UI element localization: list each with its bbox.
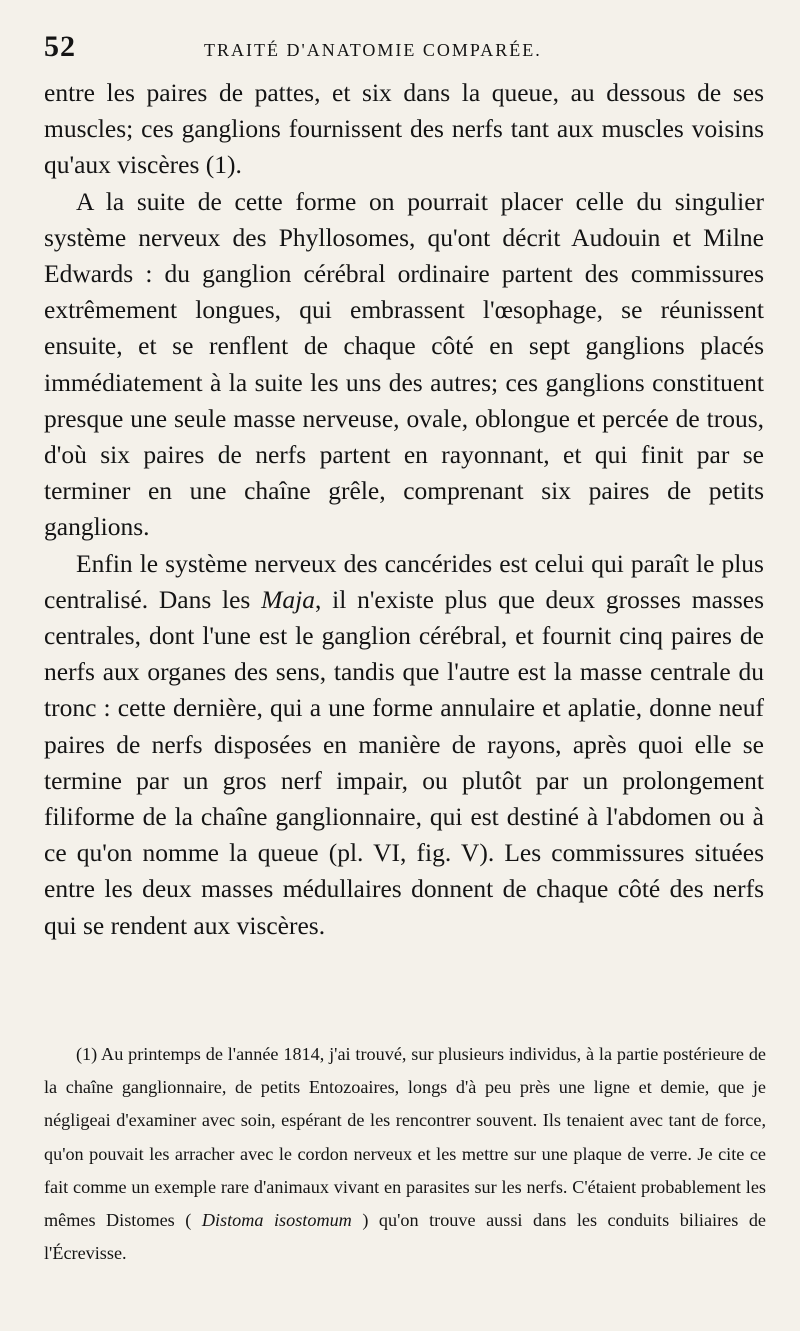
footnote-text-b: ) qu'on trouve aussi dans les conduits biliaires de l'Écrevisse. xyxy=(44,1210,766,1264)
paragraph-3-text-b: , il n'existe plus que deux grosses masses centrales, dont l'une est le ganglion cérébral, et fournit cinq paires de nerfs aux organes des sens, tandis que l'autre est la masse centrale du tronc : cette dernière, qui a une forme annulaire et aplatie, donne neuf paires de nerfs disposées en manière de rayons, après quoi elle se termine par un gros nerf impair, ou plutôt par un prolongement filiforme de la chaîne ganglionnaire, qui est destiné à l'abdomen ou à ce qu'on nomme la queue (pl. VI, fig. V). Les commissures situées entre les deux masses médullaires donnent de chaque côté des nerfs qui se rendent aux viscères. xyxy=(44,584,764,940)
running-title: TRAITÉ D'ANATOMIE COMPARÉE. xyxy=(204,40,542,60)
page-number: 52 xyxy=(44,30,76,63)
running-head xyxy=(44,30,764,70)
paragraph-1: entre les paires de pattes, et six dans la queue, au dessous de ses muscles; ces ganglions fournissent des nerfs tant aux muscles voisins qu'aux viscères (1). xyxy=(44,78,764,180)
footnote-1 xyxy=(44,1038,766,1270)
paragraph-2: A la suite de cette forme on pourrait placer celle du singulier système nerveux des Phyllosomes, qu'ont décrit Audouin et Milne Edwards : du ganglion cérébral ordinaire partent des commissures extrêmement longues, qui embrassent l'œsophage, se réunissent ensuite, et se renflent de chaque côté en sept ganglions placés immédiatement à la suite les uns des autres; ces ganglions constituent presque une seule masse nerveuse, ovale, oblongue et percée de trous, d'où six paires de nerfs partent en rayonnant, et qui finit par se terminer en une chaîne grêle, comprenant six paires de petits ganglions. xyxy=(44,186,764,542)
footnote-text-a: (1) Au printemps de l'année 1814, j'ai trouvé, sur plusieurs individus, à la partie postérieure de la chaîne ganglionnaire, de petits Entozoaires, longs d'à peu près une ligne et demie, que je négligeai d'examiner avec soin, espérant de les rencontrer souvent. Ils tenaient avec tant de force, qu'on pouvait les arracher avec le cordon nerveux et les mettre sur une plaque de verre. Je cite ce fait comme un exemple rare d'animaux vivant en parasites sur les nerfs. C'étaient probablement les mêmes Distomes ( xyxy=(44,1044,766,1231)
footnote-section xyxy=(44,1038,766,1270)
paragraph-3-text-a: Enfin le système nerveux des cancérides est celui qui paraît le plus centralisé. Dans les xyxy=(44,548,764,614)
body-text xyxy=(44,75,764,944)
genus-name-maja: Maja xyxy=(261,584,315,614)
species-name: Distoma isostomum xyxy=(201,1210,352,1231)
paragraph-3 xyxy=(44,546,764,944)
